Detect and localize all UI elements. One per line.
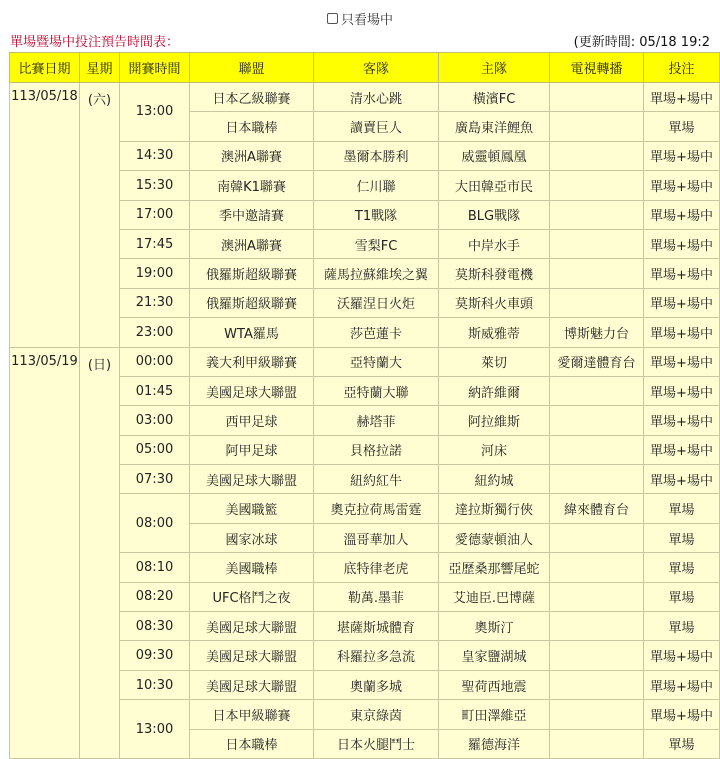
schedule-table	[9, 52, 720, 759]
league-cell: 美國職籃	[190, 494, 314, 523]
kickoff-time: 01:45	[120, 376, 190, 405]
tv-channel-cell	[550, 700, 644, 729]
kickoff-time: 17:00	[120, 200, 190, 229]
header-home: 主隊	[439, 53, 550, 83]
header-weekday: 星期	[80, 53, 120, 83]
league-cell: 澳洲A聯賽	[190, 229, 314, 258]
header-time: 開賽時間	[120, 53, 190, 83]
tv-channel-cell	[550, 229, 644, 258]
bet-type-cell: 單場+場中	[644, 200, 720, 229]
bet-type-cell: 單場	[644, 553, 720, 582]
league-cell: 日本乙級聯賽	[190, 83, 314, 112]
tv-channel-cell	[550, 200, 644, 229]
home-team-cell: 萊切	[439, 347, 550, 376]
home-team-cell: 皇家鹽湖城	[439, 641, 550, 670]
header-row	[10, 53, 720, 83]
league-cell: 日本職棒	[190, 729, 314, 758]
home-team-cell: 愛德蒙頓油人	[439, 523, 550, 552]
bet-type-cell: 單場	[644, 494, 720, 523]
home-team-cell: 威靈頓鳳凰	[439, 141, 550, 170]
table-row	[10, 83, 720, 112]
page-title: 單場暨場中投注預告時間表：	[10, 35, 180, 50]
kickoff-time: 00:00	[120, 347, 190, 376]
league-cell: 日本甲級聯賽	[190, 700, 314, 729]
home-team-cell: 聖荷西地震	[439, 670, 550, 699]
only-single-label: 只看場中	[341, 13, 394, 28]
home-team-cell: 達拉斯獨行俠	[439, 494, 550, 523]
away-team-cell: 奧克拉荷馬雷霆	[314, 494, 439, 523]
bet-type-cell: 單場+場中	[644, 700, 720, 729]
kickoff-time: 09:30	[120, 641, 190, 670]
away-team-cell: 堪薩斯城體育	[314, 612, 439, 641]
bet-type-cell: 單場+場中	[644, 376, 720, 405]
kickoff-time: 08:20	[120, 582, 190, 611]
tv-channel-cell	[550, 670, 644, 699]
away-team-cell: 東京綠茵	[314, 700, 439, 729]
kickoff-time: 23:00	[120, 318, 190, 347]
tv-channel-cell: 愛爾達體育台	[550, 347, 644, 376]
bet-type-cell: 單場+場中	[644, 171, 720, 200]
tv-channel-cell	[550, 582, 644, 611]
home-team-cell: 羅德海洋	[439, 729, 550, 758]
kickoff-time: 10:30	[120, 670, 190, 699]
only-single-checkbox[interactable]	[327, 13, 338, 24]
tv-channel-cell	[550, 553, 644, 582]
league-cell: 美國足球大聯盟	[190, 641, 314, 670]
away-team-cell: 仁川聯	[314, 171, 439, 200]
bet-type-cell: 單場	[644, 729, 720, 758]
bet-type-cell: 單場+場中	[644, 288, 720, 317]
header-league: 聯盟	[190, 53, 314, 83]
league-cell: 日本職棒	[190, 112, 314, 141]
kickoff-time: 05:00	[120, 435, 190, 464]
schedule-table-wrapper	[9, 52, 713, 759]
bet-type-cell: 單場+場中	[644, 229, 720, 258]
home-team-cell: BLG戰隊	[439, 200, 550, 229]
table-row	[10, 347, 720, 376]
home-team-cell: 紐約城	[439, 465, 550, 494]
away-team-cell: 雪梨FC	[314, 229, 439, 258]
away-team-cell: 紐約紅牛	[314, 465, 439, 494]
home-team-cell: 奧斯汀	[439, 612, 550, 641]
home-team-cell: 中岸水手	[439, 229, 550, 258]
home-team-cell: 町田澤維亞	[439, 700, 550, 729]
tv-channel-cell	[550, 435, 644, 464]
league-cell: 美國職棒	[190, 553, 314, 582]
tv-channel-cell	[550, 141, 644, 170]
away-team-cell: 莎芭蓮卡	[314, 318, 439, 347]
kickoff-time: 17:45	[120, 229, 190, 258]
header-date: 比賽日期	[10, 53, 80, 83]
tv-channel-cell: 博斯魅力台	[550, 318, 644, 347]
home-team-cell: 莫斯科火車頭	[439, 288, 550, 317]
kickoff-time: 03:00	[120, 406, 190, 435]
tv-channel-cell	[550, 729, 644, 758]
match-weekday: (六)	[80, 83, 120, 348]
league-cell: UFC格鬥之夜	[190, 582, 314, 611]
kickoff-time: 14:30	[120, 141, 190, 170]
bet-type-cell: 單場+場中	[644, 318, 720, 347]
league-cell: 南韓K1聯賽	[190, 171, 314, 200]
away-team-cell: 日本火腿鬥士	[314, 729, 439, 758]
bet-type-cell: 單場+場中	[644, 641, 720, 670]
league-cell: 西甲足球	[190, 406, 314, 435]
home-team-cell: 橫濱FC	[439, 83, 550, 112]
away-team-cell: 科羅拉多急流	[314, 641, 439, 670]
league-cell: 美國足球大聯盟	[190, 670, 314, 699]
kickoff-time: 13:00	[120, 83, 190, 142]
away-team-cell: 清水心跳	[314, 83, 439, 112]
kickoff-time: 15:30	[120, 171, 190, 200]
league-cell: 季中邀請賽	[190, 200, 314, 229]
tv-channel-cell: 緯來體育台	[550, 494, 644, 523]
league-cell: 阿甲足球	[190, 435, 314, 464]
away-team-cell: 亞特蘭大聯	[314, 376, 439, 405]
away-team-cell: 沃羅涅日火炬	[314, 288, 439, 317]
league-cell: 澳洲A聯賽	[190, 141, 314, 170]
bet-type-cell: 單場+場中	[644, 347, 720, 376]
tv-channel-cell	[550, 112, 644, 141]
league-cell: 俄羅斯超級聯賽	[190, 259, 314, 288]
league-cell: 美國足球大聯盟	[190, 376, 314, 405]
tv-channel-cell	[550, 465, 644, 494]
home-team-cell: 納許維爾	[439, 376, 550, 405]
tv-channel-cell	[550, 83, 644, 112]
league-cell: WTA羅馬	[190, 318, 314, 347]
bet-type-cell: 單場+場中	[644, 670, 720, 699]
bet-type-cell: 單場+場中	[644, 141, 720, 170]
kickoff-time: 19:00	[120, 259, 190, 288]
bet-type-cell: 單場+場中	[644, 406, 720, 435]
header-bet: 投注	[644, 53, 720, 83]
away-team-cell: T1戰隊	[314, 200, 439, 229]
away-team-cell: 溫哥華加人	[314, 523, 439, 552]
kickoff-time: 21:30	[120, 288, 190, 317]
bet-type-cell: 單場+場中	[644, 435, 720, 464]
bet-type-cell: 單場	[644, 523, 720, 552]
away-team-cell: 勒萬.墨菲	[314, 582, 439, 611]
kickoff-time: 13:00	[120, 700, 190, 759]
match-date: 113/05/19	[10, 347, 80, 758]
schedule-body	[10, 83, 720, 759]
tv-channel-cell	[550, 288, 644, 317]
away-team-cell: 讀賣巨人	[314, 112, 439, 141]
tv-channel-cell	[550, 523, 644, 552]
away-team-cell: 奧蘭多城	[314, 670, 439, 699]
home-team-cell: 莫斯科發電機	[439, 259, 550, 288]
tv-channel-cell	[550, 376, 644, 405]
match-date: 113/05/18	[10, 83, 80, 348]
away-team-cell: 底特律老虎	[314, 553, 439, 582]
league-cell: 美國足球大聯盟	[190, 465, 314, 494]
league-cell: 俄羅斯超級聯賽	[190, 288, 314, 317]
tv-channel-cell	[550, 259, 644, 288]
bet-type-cell: 單場	[644, 582, 720, 611]
tv-channel-cell	[550, 612, 644, 641]
kickoff-time: 08:10	[120, 553, 190, 582]
home-team-cell: 斯威雅蒂	[439, 318, 550, 347]
away-team-cell: 墨爾本勝利	[314, 141, 439, 170]
league-cell: 國家冰球	[190, 523, 314, 552]
tv-channel-cell	[550, 641, 644, 670]
header-away: 客隊	[314, 53, 439, 83]
away-team-cell: 貝格拉諾	[314, 435, 439, 464]
league-cell: 義大利甲級聯賽	[190, 347, 314, 376]
bet-type-cell: 單場+場中	[644, 465, 720, 494]
bet-type-cell: 單場+場中	[644, 83, 720, 112]
bet-type-cell: 單場	[644, 112, 720, 141]
away-team-cell: 赫塔菲	[314, 406, 439, 435]
header-tv: 電視轉播	[550, 53, 644, 83]
away-team-cell: 亞特蘭大	[314, 347, 439, 376]
away-team-cell: 薩馬拉蘇維埃之翼	[314, 259, 439, 288]
home-team-cell: 廣島東洋鯉魚	[439, 112, 550, 141]
home-team-cell: 阿拉維斯	[439, 406, 550, 435]
home-team-cell: 河床	[439, 435, 550, 464]
tv-channel-cell	[550, 171, 644, 200]
only-single-filter[interactable]	[327, 9, 393, 28]
league-cell: 美國足球大聯盟	[190, 612, 314, 641]
home-team-cell: 亞歷桑那響尾蛇	[439, 553, 550, 582]
match-weekday: (日)	[80, 347, 120, 758]
update-time: (更新時間: 05/18 19:2	[573, 35, 710, 50]
tv-channel-cell	[550, 406, 644, 435]
kickoff-time: 07:30	[120, 465, 190, 494]
bet-type-cell: 單場	[644, 612, 720, 641]
kickoff-time: 08:00	[120, 494, 190, 553]
home-team-cell: 艾迪臣.巴博薩	[439, 582, 550, 611]
home-team-cell: 大田韓亞市民	[439, 171, 550, 200]
kickoff-time: 08:30	[120, 612, 190, 641]
bet-type-cell: 單場+場中	[644, 259, 720, 288]
